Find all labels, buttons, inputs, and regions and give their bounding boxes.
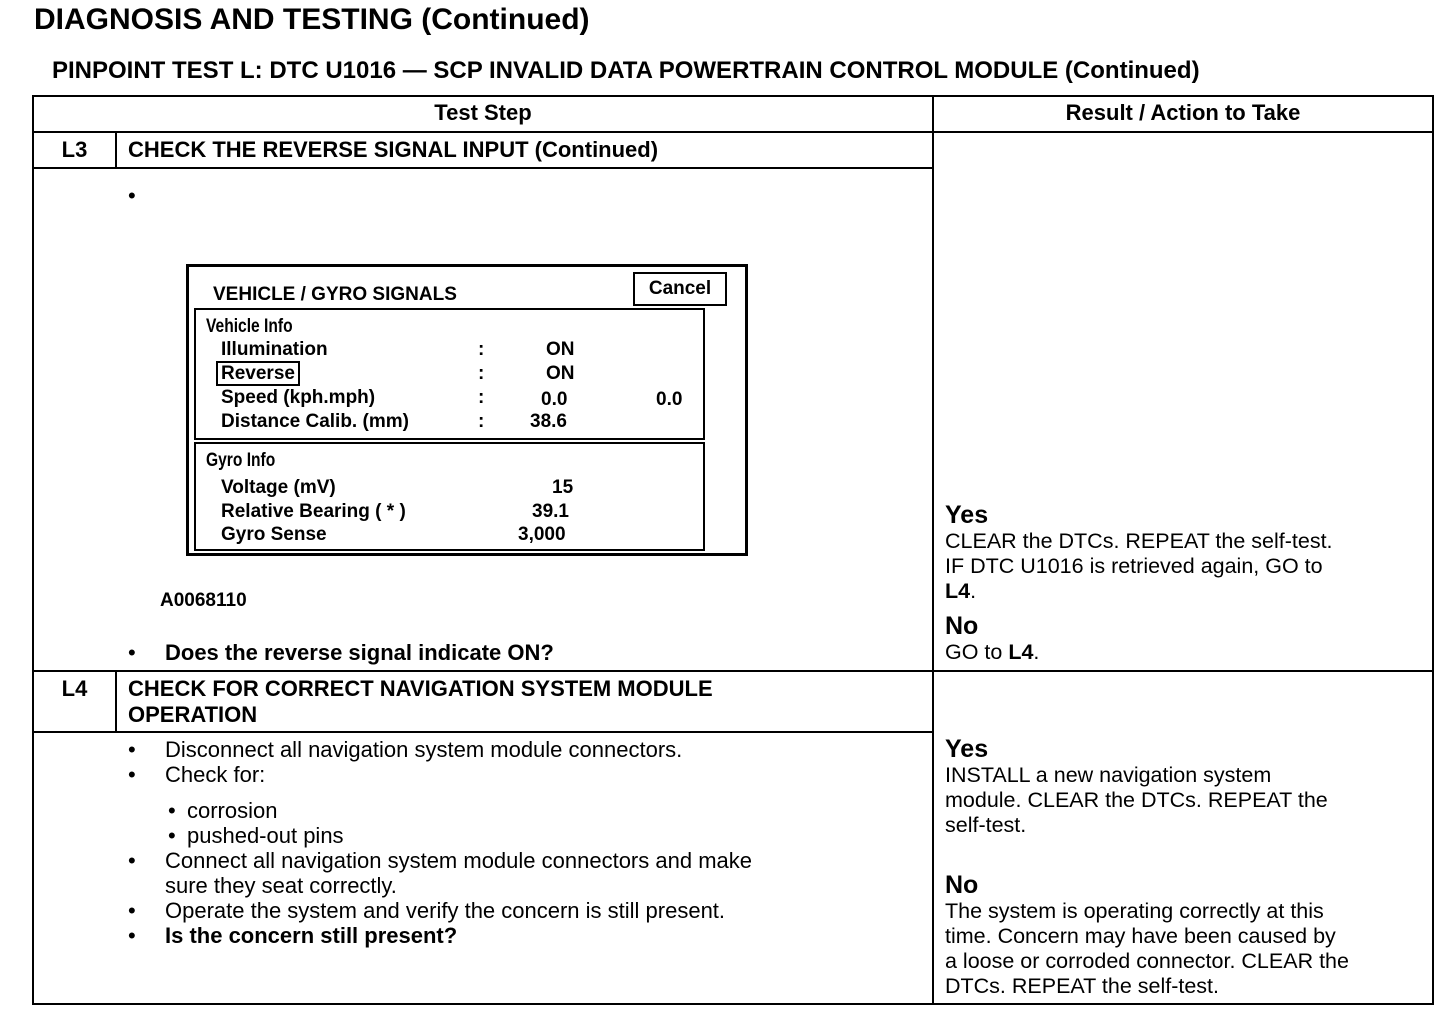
speed-value: 0.0	[541, 389, 568, 410]
l4-bullet-3-line-1: Connect all navigation system module connectors and make	[165, 848, 752, 873]
l3-yes-label: Yes	[945, 501, 989, 529]
speed-label: Speed (kph.mph)	[221, 387, 376, 408]
l4-no-text-2: time. Concern may have been caused by	[945, 924, 1336, 948]
l3-no-suffix: .	[1033, 640, 1040, 664]
l4-id-divider	[115, 671, 117, 733]
l4-sub-bullet-2: pushed-out pins	[187, 823, 344, 848]
bullet: •	[128, 848, 136, 873]
gyro-sense-value: 3,000	[518, 524, 566, 545]
voltage-label: Voltage (mV)	[221, 477, 336, 498]
l3-no-ref: L4	[1008, 640, 1034, 664]
table-border-right	[1432, 95, 1434, 1005]
l4-sub-bullet-1: corrosion	[187, 798, 278, 823]
screen-title: VEHICLE / GYRO SIGNALS	[213, 284, 457, 305]
sub-bullet: •	[168, 798, 176, 823]
l4-no-text-4: DTCs. REPEAT the self-test.	[945, 974, 1219, 998]
distance-calib-label: Distance Calib. (mm)	[221, 411, 409, 432]
l4-yes-text-2: module. CLEAR the DTCs. REPEAT the	[945, 788, 1328, 812]
relative-bearing-label: Relative Bearing ( * )	[221, 501, 406, 522]
vehicle-info-heading: Vehicle Info	[206, 316, 293, 337]
l3-yes-text-3	[945, 579, 976, 604]
header-divider	[32, 131, 1434, 133]
cancel-button[interactable]: Cancel	[633, 272, 727, 306]
l3-yes-ref: L4	[945, 579, 971, 603]
l4-yes-text-3: self-test.	[945, 813, 1027, 837]
illumination-label: Illumination	[221, 339, 328, 360]
page-subtitle: PINPOINT TEST L: DTC U1016 — SCP INVALID DATA POWERTRAIN CONTROL MODULE (Continued)	[52, 57, 1200, 84]
l3-no-label: No	[945, 612, 979, 640]
step-title-line-2: OPERATION	[128, 702, 258, 727]
vehicle-info-panel	[194, 308, 705, 440]
relative-bearing-value: 39.1	[532, 501, 569, 522]
l3-no-prefix: GO to	[945, 640, 1009, 664]
gyro-info-heading: Gyro Info	[206, 450, 276, 471]
bullet: •	[128, 640, 136, 665]
step-title: CHECK THE REVERSE SIGNAL INPUT (Continued)	[128, 137, 659, 162]
bullet: •	[128, 898, 136, 923]
step-id: L3	[61, 137, 88, 162]
l3-l4-divider	[32, 670, 1434, 672]
column-header-test-step: Test Step	[434, 100, 532, 125]
l3-title-divider	[32, 167, 934, 169]
gyro-sense-label: Gyro Sense	[221, 524, 327, 545]
l4-no-text-3: a loose or corroded connector. CLEAR the	[945, 949, 1349, 973]
step-id: L4	[61, 676, 88, 701]
l4-bullet-4: Operate the system and verify the concern is still present.	[165, 898, 726, 923]
l4-yes-text-1: INSTALL a new navigation system	[945, 763, 1272, 787]
l3-question: Does the reverse signal indicate ON?	[165, 640, 554, 665]
column-divider	[932, 95, 934, 1005]
colon: :	[478, 387, 485, 408]
bullet: •	[128, 923, 136, 948]
l3-no-text	[945, 640, 1039, 665]
l3-yes-text-1: CLEAR the DTCs. REPEAT the self-test.	[945, 529, 1333, 553]
bullet: •	[128, 183, 136, 208]
page-title: DIAGNOSIS AND TESTING (Continued)	[34, 3, 590, 36]
bullet: •	[128, 737, 136, 762]
figure-id: A0068110	[160, 590, 247, 611]
l3-id-divider	[115, 131, 117, 169]
gyro-info-panel	[194, 442, 705, 551]
l4-no-text-1: The system is operating correctly at this	[945, 899, 1324, 923]
step-title-line-1: CHECK FOR CORRECT NAVIGATION SYSTEM MODULE	[128, 676, 713, 701]
voltage-value: 15	[552, 477, 574, 498]
sub-bullet: •	[168, 823, 176, 848]
l4-no-label: No	[945, 871, 979, 899]
l3-yes-text-2: IF DTC U1016 is retrieved again, GO to	[945, 554, 1323, 578]
colon: :	[478, 411, 485, 432]
bullet: •	[128, 762, 136, 787]
l4-yes-label: Yes	[945, 735, 989, 763]
l4-bullet-1: Disconnect all navigation system module connectors.	[165, 737, 683, 762]
table-border-bottom	[32, 1003, 1434, 1005]
l4-title-divider	[32, 731, 934, 733]
vehicle-gyro-signals-screen	[186, 264, 748, 556]
reverse-label-highlight: Reverse	[216, 361, 300, 386]
speed-value-secondary: 0.0	[656, 389, 683, 410]
table-border-top	[32, 95, 1434, 97]
colon: :	[478, 339, 485, 360]
l4-bullet-5: Is the concern still present?	[165, 923, 458, 948]
reverse-value: ON	[546, 363, 575, 384]
colon: :	[478, 363, 485, 384]
l4-bullet-3-line-2: sure they seat correctly.	[165, 873, 397, 898]
l3-yes-ref-suffix: .	[970, 579, 977, 603]
illumination-value: ON	[546, 339, 575, 360]
column-header-result: Result / Action to Take	[1065, 100, 1301, 125]
distance-calib-value: 38.6	[530, 411, 567, 432]
reverse-label	[221, 362, 300, 385]
table-border-left	[32, 95, 34, 1005]
l4-bullet-2: Check for:	[165, 762, 266, 787]
